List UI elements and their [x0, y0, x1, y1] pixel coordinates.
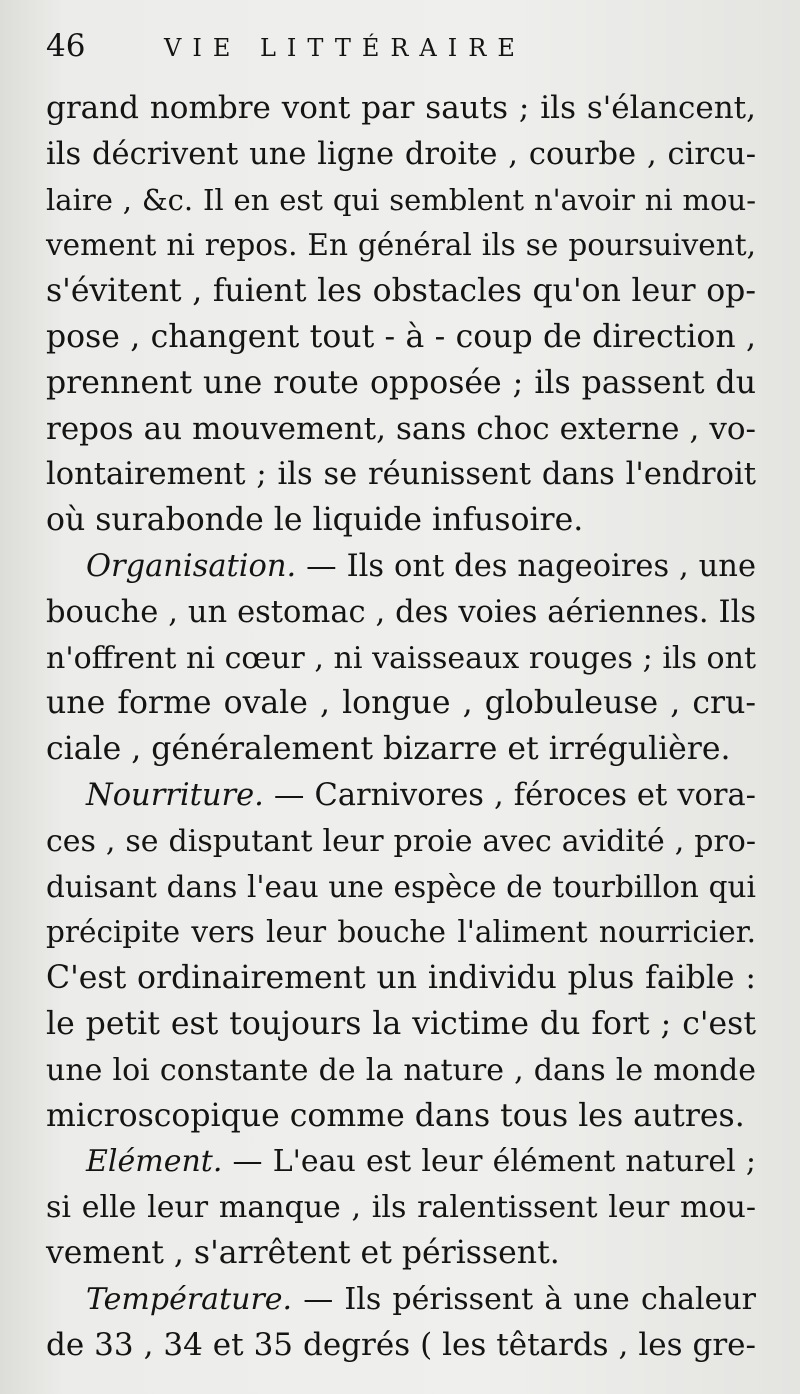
text-line: ils décrivent une ligne droite , courbe , circu-	[46, 136, 756, 172]
paragraph-organisation: Organisation. — Ils ont des nageoires , une	[86, 548, 756, 584]
text-line: de 33 , 34 et 35 degrés ( les têtards , les gre-	[46, 1326, 756, 1363]
text-line: le petit est toujours la victime du fort ; c'est	[46, 1005, 756, 1042]
text-line: vement ni repos. En général ils se poursuivent,	[46, 228, 756, 263]
text-line: une forme ovale , longue , globuleuse , cru-	[46, 685, 756, 722]
text-line: grand nombre vont par sauts ; ils s'élancent,	[46, 90, 756, 126]
text-line: où surabonde le liquide infusoire.	[46, 502, 584, 539]
text-line: ciale , généralement bizarre et irrégulière.	[46, 731, 731, 768]
text-line: lontairement ; ils se réunissent dans l'endroit	[46, 457, 756, 493]
text-line: ces , se disputant leur proie avec avidité , pro-	[46, 823, 756, 859]
text-line: précipite vers leur bouche l'aliment nourricier.	[46, 915, 756, 950]
running-title: VIE LITTÉRAIRE	[164, 34, 526, 62]
text-line: C'est ordinairement un individu plus faible :	[46, 960, 756, 997]
text-line: n'offrent ni cœur , ni vaisseaux rouges ; ils ont	[46, 640, 756, 676]
running-head	[46, 28, 756, 84]
text-line: laire , &c. Il en est qui semblent n'avoir ni mou-	[46, 182, 756, 217]
body-text	[46, 86, 756, 1368]
rubric-heading: Organisation.	[86, 548, 297, 584]
text-line: pose , changent tout - à - coup de direction ,	[46, 318, 756, 355]
rubric-heading: Nourriture.	[86, 777, 264, 813]
paragraph-element: Elément. — L'eau est leur élément naturel ;	[86, 1144, 756, 1180]
paragraph-nourriture: Nourriture. — Carnivores , féroces et vora-	[86, 777, 756, 813]
text-line: une loi constante de la nature , dans le monde	[46, 1052, 756, 1088]
text-line: repos au mouvement, sans choc externe , vo-	[46, 410, 756, 447]
text-line: vement , s'arrêtent et périssent.	[46, 1234, 560, 1271]
rubric-heading: Elément.	[86, 1144, 223, 1180]
text-line: si elle leur manque , ils ralentissent leur mou-	[46, 1190, 756, 1226]
text-line: s'évitent , fuient les obstacles qu'on leur op-	[46, 273, 756, 310]
paragraph-temperature: Température. — Ils périssent à une chaleur	[86, 1281, 756, 1317]
text-line: microscopique comme dans tous les autres.	[46, 1097, 745, 1134]
text-line: duisant dans l'eau une espèce de tourbillon qui	[46, 869, 756, 904]
page-number: 46	[46, 28, 86, 64]
text-line: bouche , un estomac , des voies aériennes. Ils	[46, 594, 756, 630]
rubric-heading: Température.	[86, 1281, 293, 1317]
text-line: prennent une route opposée ; ils passent du	[46, 364, 756, 401]
